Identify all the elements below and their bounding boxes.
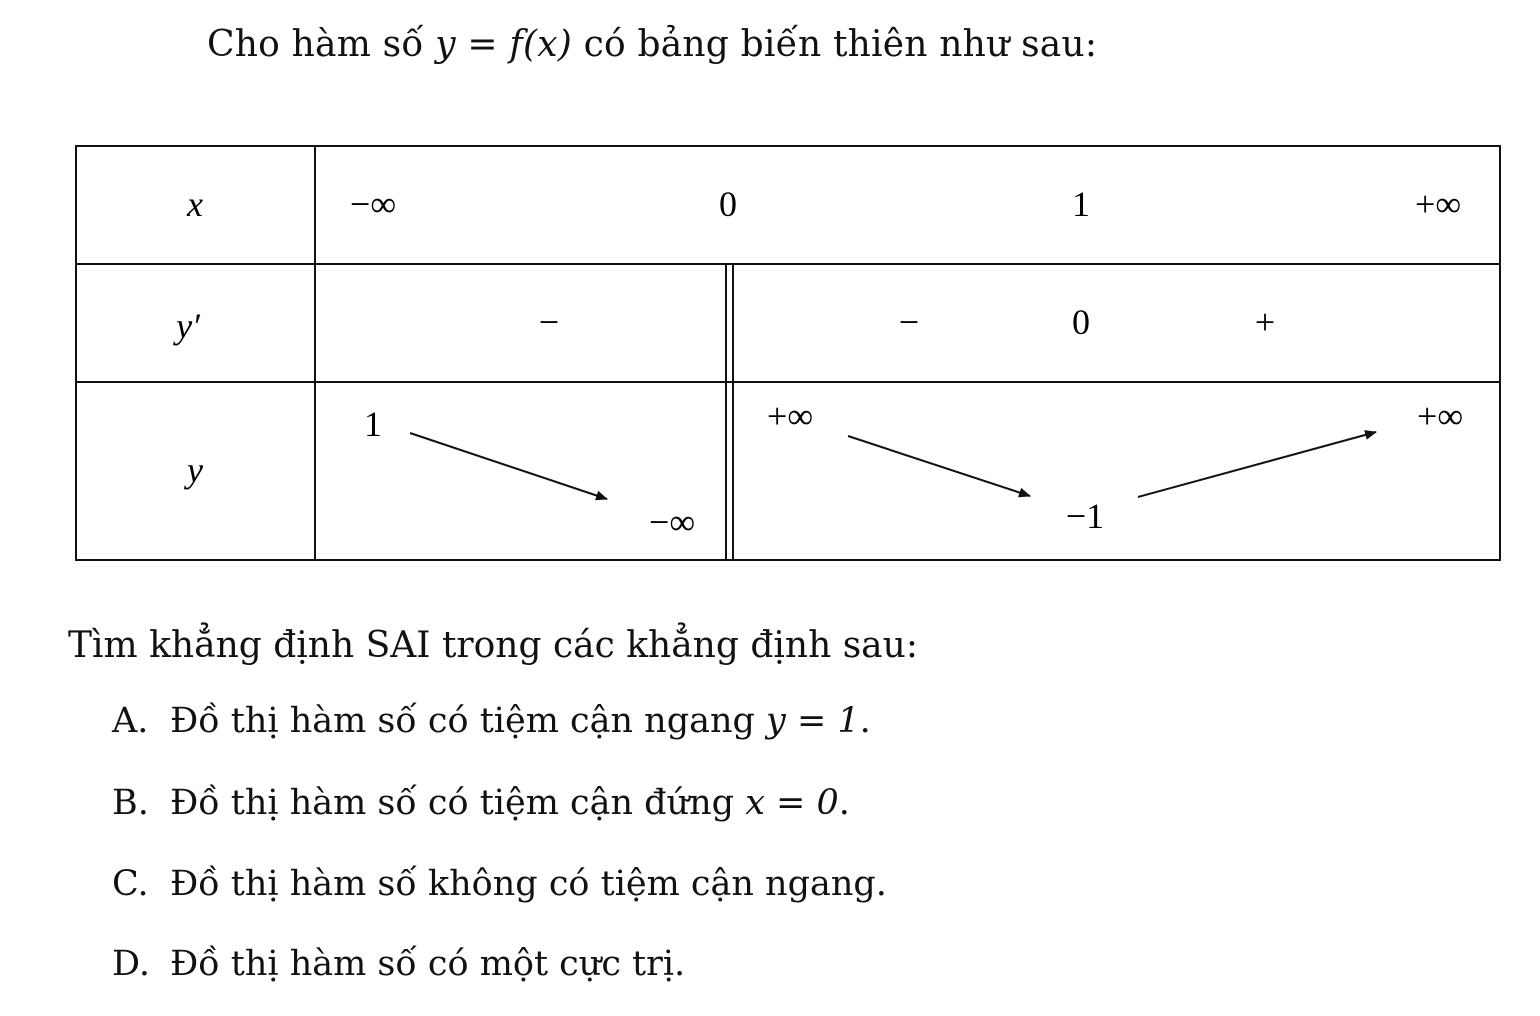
- option-letter: A.: [112, 701, 149, 741]
- option-a[interactable]: [112, 701, 871, 741]
- y-value-end: +∞: [1417, 396, 1463, 436]
- derivative-sign-interval-2: −: [898, 302, 920, 342]
- option-tail: .: [838, 783, 850, 823]
- option-text: Đồ thị hàm số không có tiệm cận ngang.: [170, 864, 887, 904]
- derivative-sign-interval-1: −: [538, 302, 560, 342]
- option-d[interactable]: [112, 944, 685, 984]
- y-value-start: 1: [364, 404, 382, 444]
- row-label-y: y: [187, 450, 203, 490]
- option-text: Đồ thị hàm số có tiệm cận đứng: [170, 783, 746, 823]
- option-tail: .: [859, 701, 871, 741]
- option-letter: C.: [112, 864, 149, 904]
- decrease-arrow-1: [410, 433, 607, 499]
- decrease-arrow-2: [848, 436, 1030, 496]
- option-math: x = 0: [745, 783, 839, 823]
- option-math: y = 1: [766, 701, 860, 741]
- x-value-1: 1: [1072, 184, 1090, 224]
- option-text: Đồ thị hàm số có một cực trị.: [170, 944, 686, 984]
- row-label-x: x: [187, 184, 203, 224]
- function-expression: y = f(x): [435, 24, 572, 65]
- row-label-derivative: y′: [176, 306, 200, 346]
- table-border: [76, 146, 1500, 560]
- intro-text-before: Cho hàm số: [207, 24, 436, 65]
- x-value-pos-inf: +∞: [1415, 184, 1461, 224]
- x-value-neg-inf: −∞: [350, 184, 396, 224]
- intro-text-after: có bảng biến thiên như sau:: [571, 24, 1098, 65]
- option-b[interactable]: [112, 783, 850, 823]
- derivative-sign-interval-3: +: [1254, 302, 1276, 342]
- option-letter: D.: [112, 944, 150, 984]
- option-c[interactable]: [112, 864, 887, 904]
- x-value-0: 0: [719, 184, 737, 224]
- derivative-zero-at-1: 0: [1072, 302, 1090, 342]
- option-text: Đồ thị hàm số có tiệm cận ngang: [170, 701, 767, 741]
- increase-arrow: [1138, 432, 1376, 497]
- y-value-left-of-0: −∞: [649, 502, 695, 542]
- y-value-right-of-0: +∞: [767, 396, 813, 436]
- option-letter: B.: [112, 783, 149, 823]
- y-value-min-at-1: −1: [1065, 496, 1105, 536]
- table-grid: [76, 146, 1500, 560]
- question-text: Tìm khẳng định SAI trong các khẳng định sau:: [68, 625, 918, 666]
